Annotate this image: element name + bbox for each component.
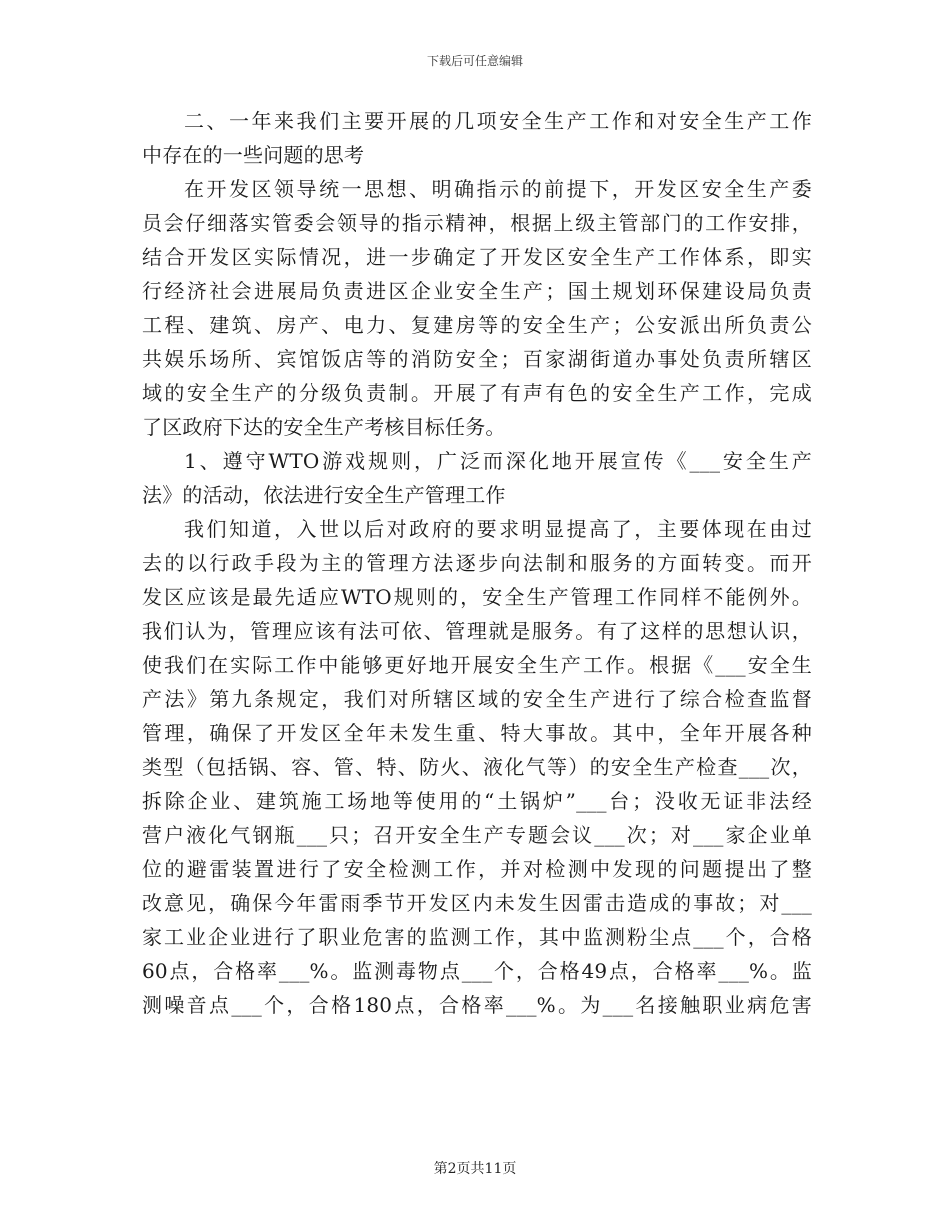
document-body	[142, 104, 812, 1022]
text-line: 去的以行政手段为主的管理方法逐步向法制和服务的方面转变。而开	[142, 551, 812, 575]
text-line: 中存在的一些问题的思考	[142, 143, 365, 167]
text-line: 在开发区领导统一思想、明确指示的前提下，开发区安全生产委	[184, 177, 812, 201]
page-header: 下载后可任意编辑	[426, 54, 523, 68]
text-line: 法》的活动，依法进行安全生产管理工作	[142, 483, 506, 507]
text-line: 1、遵守WTO游戏规则，广泛而深化地开展宣传《___安全生产	[184, 449, 812, 473]
text-line: 我们知道，入世以后对政府的要求明显提高了，主要体现在由过	[184, 517, 812, 541]
text-line: 二、一年来我们主要开展的几项安全生产工作和对安全生产工作	[184, 109, 812, 133]
paragraph-subheading	[142, 444, 812, 512]
text-line: 管理，确保了开发区全年未发生重、特大事故。其中，全年开展各种	[142, 721, 812, 745]
text-line: 营户液化气钢瓶___只；召开安全生产专题会议___次；对___家企业单	[142, 823, 812, 847]
paragraph-details	[142, 512, 812, 1022]
text-line: 我们认为，管理应该有法可依、管理就是服务。有了这样的思想认识，	[142, 619, 812, 643]
text-line: 域的安全生产的分级负责制。开展了有声有色的安全生产工作，完成	[142, 381, 812, 405]
text-line: 类型（包括锅、容、管、特、防火、液化气等）的安全生产检查___次，	[142, 755, 812, 779]
paragraph-overview	[142, 172, 812, 444]
text-line: 使我们在实际工作中能够更好地开展安全生产工作。根据《___安全生	[142, 653, 812, 677]
text-line: 结合开发区实际情况，进一步确定了开发区安全生产工作体系，即实	[142, 245, 812, 269]
text-line: 位的避雷装置进行了安全检测工作，并对检测中发现的问题提出了整	[142, 857, 812, 881]
text-line: 工程、建筑、房产、电力、复建房等的安全生产；公安派出所负责公	[142, 313, 812, 337]
page-footer: 第2页共11页	[433, 1161, 517, 1177]
text-line: 共娱乐场所、宾馆饭店等的消防安全；百家湖街道办事处负责所辖区	[142, 347, 812, 371]
text-line: 家工业企业进行了职业危害的监测工作，其中监测粉尘点___个，合格	[142, 925, 812, 949]
text-line: 了区政府下达的安全生产考核目标任务。	[142, 415, 506, 439]
text-line: 拆除企业、建筑施工场地等使用的“土锅炉”___台；没收无证非法经	[142, 789, 812, 813]
text-line: 60点，合格率___%。监测毒物点___个，合格49点，合格率___%。监	[142, 959, 812, 983]
text-line: 发区应该是最先适应WTO规则的，安全生产管理工作同样不能例外。	[142, 585, 812, 609]
paragraph-section-heading	[142, 104, 812, 172]
text-line: 产法》第九条规定，我们对所辖区域的安全生产进行了综合检查监督	[142, 687, 812, 711]
text-line: 测噪音点___个，合格180点，合格率___%。为___名接触职业病危害	[142, 993, 812, 1017]
text-line: 行经济社会进展局负责进区企业安全生产；国土规划环保建设局负责	[142, 279, 812, 303]
text-line: 改意见，确保今年雷雨季节开发区内未发生因雷击造成的事故；对___	[142, 891, 812, 915]
text-line: 员会仔细落实管委会领导的指示精神，根据上级主管部门的工作安排，	[142, 211, 812, 235]
